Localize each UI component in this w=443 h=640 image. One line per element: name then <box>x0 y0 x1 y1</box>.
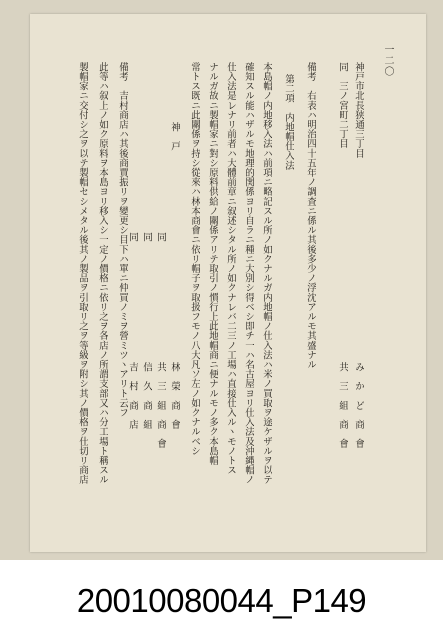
firm-name: 吉 村 商 店 <box>127 362 138 430</box>
text-column: 神 戸 <box>169 122 180 151</box>
text-column: 第二項 内地帽仕入法 <box>283 74 294 170</box>
ditto-label: 同 <box>127 232 138 242</box>
text-column: 備考 右表ハ明治四十五年ノ調査ニ係ル其後多少ノ浮沈アルモ其盛ナル <box>305 62 316 370</box>
firm-name: 信 久 商 組 <box>141 362 152 430</box>
text-column: ナルガ故ニ製帽家ニ對シ原料供給ノ關係アリテ取引ノ慣行上此地帽商ニ便ナルモノ多ク本島帽 <box>207 62 218 466</box>
firm-name: 林 榮 商 會 <box>169 362 180 430</box>
vertical-text-block <box>56 62 366 532</box>
text-column: 備考 吉村商店ハ其後商賈振リヲ變更シ目下ハ單ニ仲買ノミヲ營ミツヽアリト云フ <box>117 62 128 418</box>
book-page <box>30 14 426 552</box>
text-column: 仕入法是レナリ前者ハ大體前章ニ叙述シタル所ノ如クナレバ二三ノ工場ハ直接仕入ルヽモノトス <box>225 62 236 475</box>
text-column: 同 三ノ宮町二丁目 <box>337 62 348 149</box>
text-column: 確知スル能ハザルモ地理的関係ヨリ自ラニ種ニ大別シ得ベシ即チ一ハ名古屋ヨリ仕入法及沖縄帽ノ <box>243 62 254 485</box>
page-number: 一二〇 <box>382 44 393 77</box>
ditto-label: 同 <box>155 232 166 242</box>
text-column: 此等ハ叙上ノ如ク原料ヲ本島ヨリ移入シ一定ノ價格ニ依リ之ヲ各店ノ所謂支部又ハ分工場ト稱スル <box>97 62 108 485</box>
firm-name: 共 三 組 商 會 <box>337 362 348 449</box>
text-column: 製帽家ニ交付シ之ヲ以テ製帽セシメタル後其ノ製品ヲ引取リ之ヲ等級ヲ附シ其ノ價格ヲ仕切リ商店 <box>77 62 88 485</box>
text-column: 神戸市北長狭通三丁目 <box>353 62 364 158</box>
ditto-label: 同 <box>141 232 152 242</box>
text-column: 常トス既ニ此關係ヲ持シ從來ハ林本商會ニ依リ帽子ヲ取扱フモノ八大凡ソ左ノ如クナルベシ <box>189 62 200 456</box>
firm-name: 共 三 組 商 會 <box>155 362 166 449</box>
firm-name: み か ど 商 會 <box>353 362 364 449</box>
text-column: 本島帽ノ内地移入法ハ前項ニ略記スル所ノ如クナルガ内地帽ノ仕入法ハ米ノ買取ヲ途ケザルヲ以テ <box>261 62 272 485</box>
image-id-caption: 20010080044_P149 <box>0 566 443 636</box>
